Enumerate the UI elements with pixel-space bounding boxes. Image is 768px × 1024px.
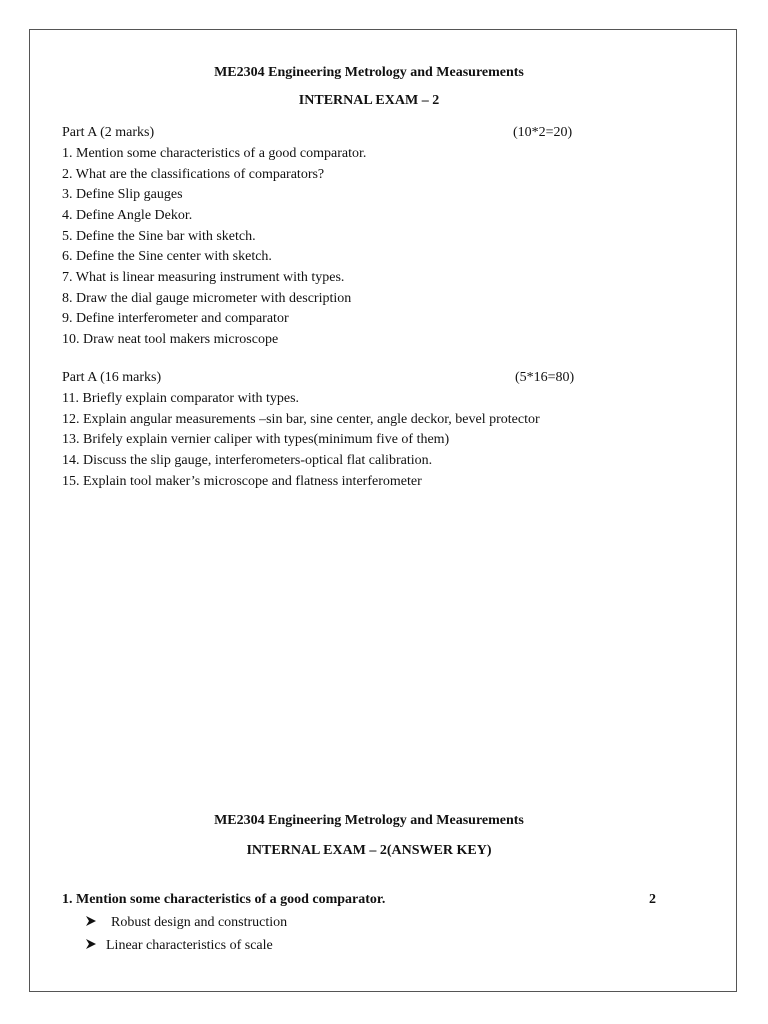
list-item	[86, 914, 287, 932]
list-item	[86, 937, 273, 955]
question-item: 9. Define interferometer and comparator	[62, 311, 289, 326]
answer-key-title: ME2304 Engineering Metrology and Measurements	[214, 813, 524, 828]
question-item: 15. Explain tool maker’s microscope and flatness interferometer	[62, 474, 422, 489]
exam-title: ME2304 Engineering Metrology and Measurements	[214, 65, 524, 80]
question-item: 1. Mention some characteristics of a good comparator.	[62, 146, 367, 161]
answer-marks: 2	[649, 892, 656, 907]
list-item-label: Robust design and construction	[111, 915, 288, 930]
question-item: 11. Briefly explain comparator with types.	[62, 391, 300, 406]
arrow-bullet-icon	[86, 914, 106, 932]
question-item: 13. Brifely explain vernier caliper with types(minimum five of them)	[62, 432, 450, 447]
question-item: 10. Draw neat tool makers microscope	[62, 332, 279, 347]
list-item-label: Linear characteristics of scale	[106, 938, 273, 953]
exam-subtitle: INTERNAL EXAM – 2	[298, 93, 440, 108]
question-item: 4. Define Angle Dekor.	[62, 208, 193, 223]
answer-question: 1. Mention some characteristics of a good comparator.	[62, 892, 386, 907]
question-item: 8. Draw the dial gauge micrometer with description	[62, 291, 352, 306]
question-item: 5. Define the Sine bar with sketch.	[62, 229, 256, 244]
part-b-marks: (5*16=80)	[515, 370, 575, 385]
question-item: 6. Define the Sine center with sketch.	[62, 249, 272, 264]
part-a-marks: (10*2=20)	[513, 125, 573, 140]
part-a-heading: Part A (2 marks)	[62, 125, 155, 140]
answer-key-subtitle: INTERNAL EXAM – 2(ANSWER KEY)	[246, 843, 492, 858]
question-item: 7. What is linear measuring instrument with types.	[62, 270, 345, 285]
arrow-bullet-icon	[86, 937, 106, 955]
question-item: 12. Explain angular measurements –sin bar, sine center, angle deckor, bevel protector	[62, 412, 540, 427]
part-b-heading: Part A (16 marks)	[62, 370, 162, 385]
question-item: 2. What are the classifications of comparators?	[62, 167, 325, 182]
question-item: 3. Define Slip gauges	[62, 187, 183, 202]
question-item: 14. Discuss the slip gauge, interferometers-optical flat calibration.	[62, 453, 433, 468]
